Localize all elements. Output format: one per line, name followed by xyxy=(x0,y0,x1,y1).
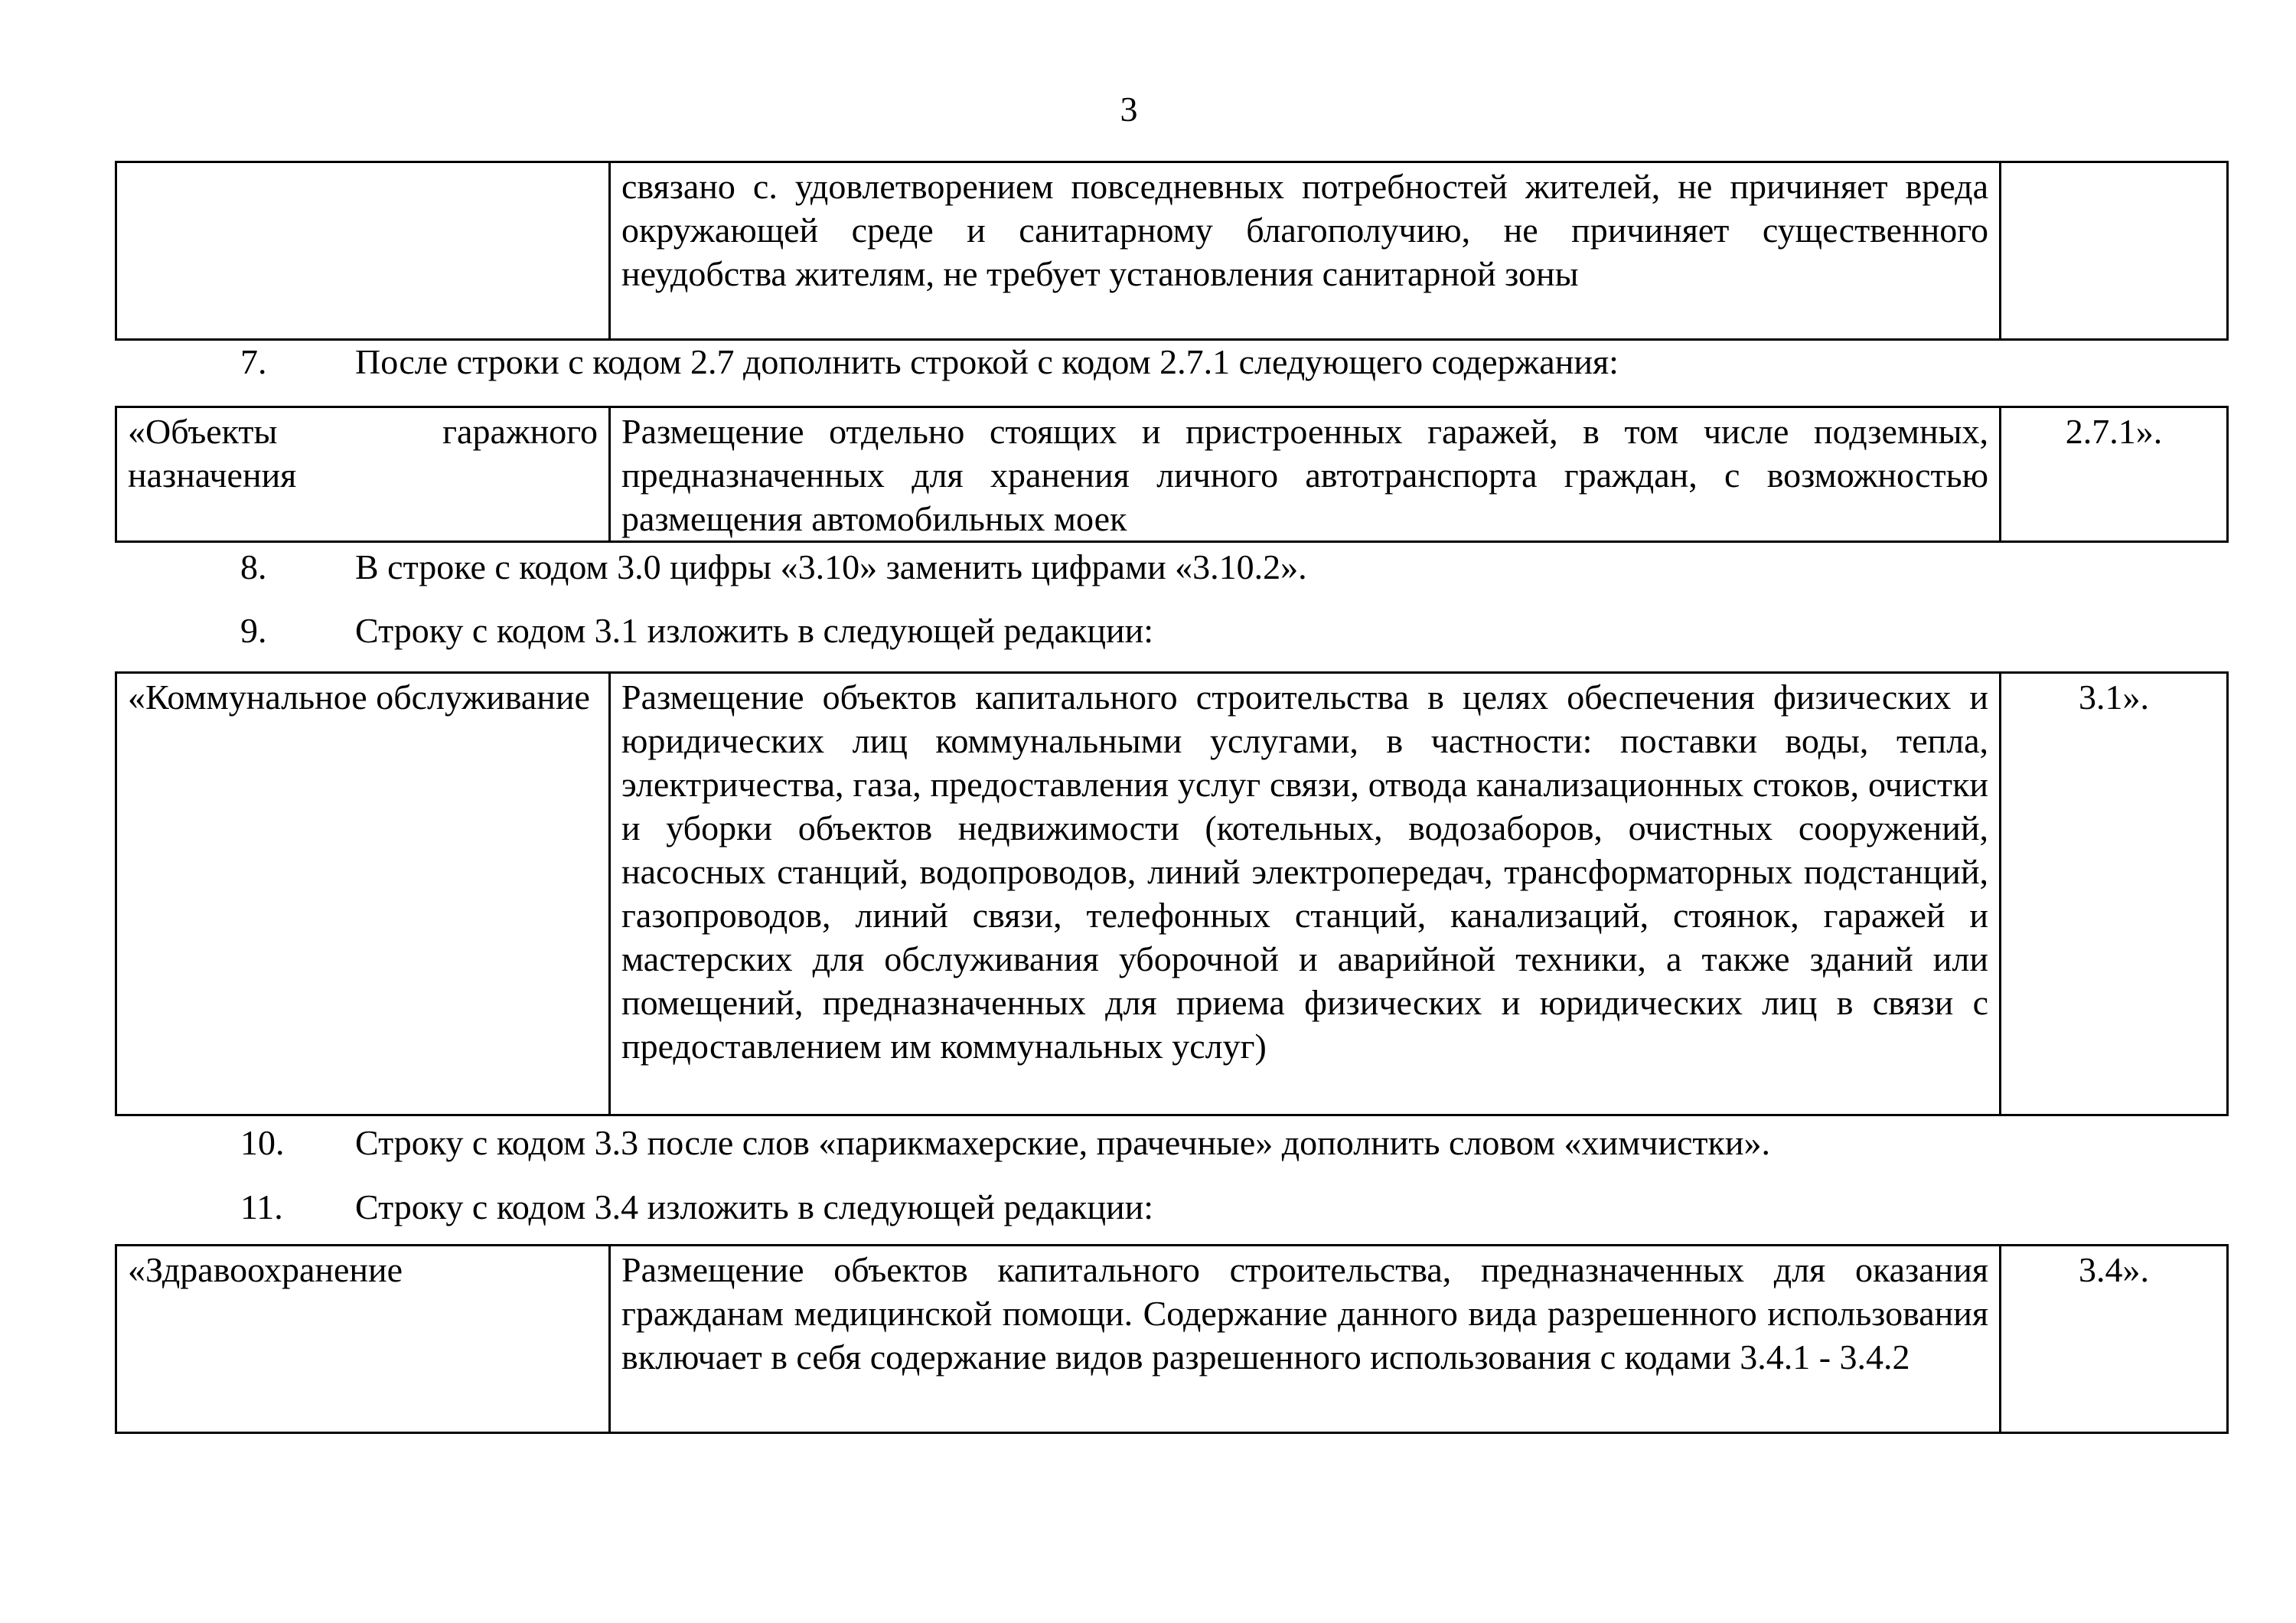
row-name-cell xyxy=(116,162,610,340)
item-11-text: Строку с кодом 3.4 изложить в следующей редакции: xyxy=(355,1187,1153,1226)
item-10-text: Строку с кодом 3.3 после слов «парикмахерские, прачечные» дополнить словом «химчистки». xyxy=(355,1123,1770,1162)
row-description-cell: Размещение объектов капитального строительства, предназначенных для оказания гражданам медицинской помощи. Содержание данного вида разрешенного использования включает в себя содержание видов разрешенного использования с кодами 3.4.1 - 3.4.2 xyxy=(610,1246,2001,1433)
item-9-text: Строку с кодом 3.1 изложить в следующей редакции: xyxy=(355,611,1153,650)
item-8-number: 8. xyxy=(240,547,267,586)
continuation-table xyxy=(115,161,2229,341)
row-name-cell: «Объекты гаражного назначения xyxy=(116,407,610,542)
communal-service-table xyxy=(115,671,2229,1116)
item-9-number: 9. xyxy=(240,611,267,650)
item-10-number: 10. xyxy=(240,1123,285,1162)
row-code-cell: 2.7.1». xyxy=(2001,407,2228,542)
garage-objects-table xyxy=(115,406,2229,543)
row-description-cell: Размещение объектов капитального строительства в целях обеспечения физических и юридических лиц коммунальными услугами, в частности: поставки воды, тепла, электричества, газа, предоставления услуг связи, отвода канализационных стоков, очистки и уборки объектов недвижимости (котельных, водозаборов, очистных сооружений, насосных станций, водопроводов, линий электропередач, трансформаторных подстанций, газопроводов, линий связи, телефонных станций, канализаций, стоянок, гаражей и мастерских для обслуживания уборочной и аварийной техники, а также зданий или помещений, предназначенных для приема физических и юридических лиц в связи с предоставлением им коммунальных услуг) xyxy=(610,673,2001,1115)
row-description-cell: Размещение отдельно стоящих и пристроенных гаражей, в том числе подземных, предназначенных для хранения личного автотранспорта граждан, с возможностью размещения автомобильных моек xyxy=(610,407,2001,542)
item-7-number: 7. xyxy=(240,342,267,381)
row-code-cell xyxy=(2001,162,2228,340)
table-row xyxy=(116,162,2228,340)
table-row xyxy=(116,673,2228,1115)
table-row xyxy=(116,407,2228,542)
item-11-number: 11. xyxy=(240,1187,283,1226)
healthcare-table xyxy=(115,1244,2229,1434)
page-number: 3 xyxy=(1120,90,1138,129)
row-name-cell: «Здравоохранение xyxy=(116,1246,610,1433)
item-7-text: После строки с кодом 2.7 дополнить строкой с кодом 2.7.1 следующего содержания: xyxy=(355,342,1619,381)
item-8-text: В строке с кодом 3.0 цифры «3.10» заменить цифрами «3.10.2». xyxy=(355,547,1307,586)
row-code-cell: 3.4». xyxy=(2001,1246,2228,1433)
row-description-cell: связано с. удовлетворением повседневных потребностей жителей, не причиняет вреда окружающей среде и санитарному благополучию, не причиняет существенного неудобства жителям, не требует установления санитарной зоны xyxy=(610,162,2001,340)
row-name-cell: «Коммунальное обслуживание xyxy=(116,673,610,1115)
row-code-cell: 3.1». xyxy=(2001,673,2228,1115)
table-row xyxy=(116,1246,2228,1433)
